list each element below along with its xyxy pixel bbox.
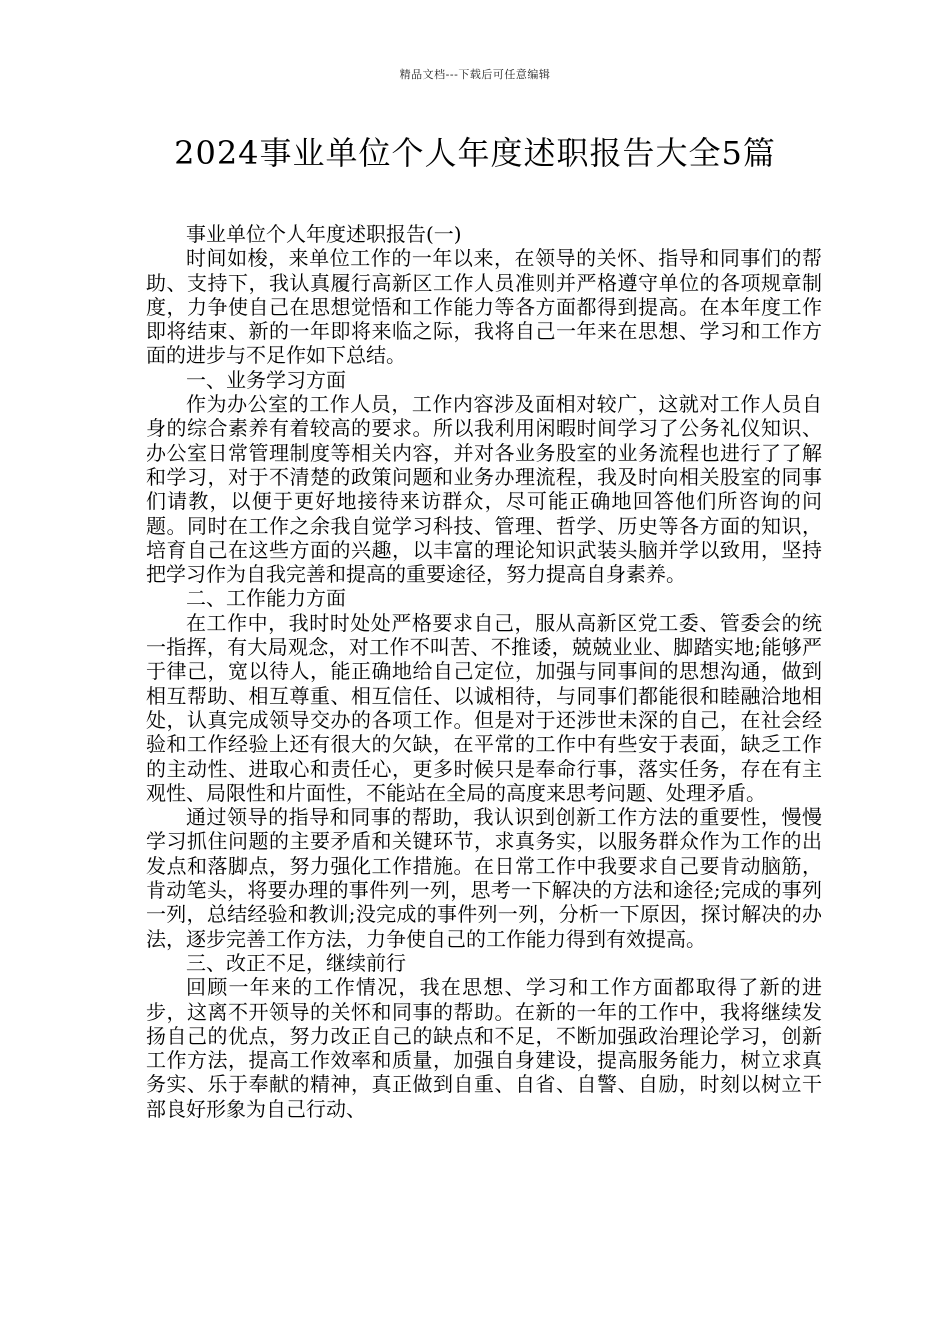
section-heading: 一、业务学习方面 <box>186 367 346 392</box>
section-heading: 事业单位个人年度述职报告(一) <box>186 222 462 246</box>
document-body <box>146 222 822 1121</box>
paragraph: 作为办公室的工作人员，工作内容涉及面相对较广，这就对工作人员自身的综合素养有着较高的要求。所以我利用闲暇时间学习了公务礼仪知识、办公室日常管理制度等相关内容，并对各业务股室的业务流程也进行了了解和学习，对于不清楚的政策问题和业务办理流程，我及时向相关股室的同事们请教，以便于更好地接待来访群众，尽可能正确地回答他们所咨询的问题。同时在工作之余我自觉学习科技、管理、哲学、历史等各方面的知识，培育自己在这些方面的兴趣，以丰富的理论知识武装头脑并学以致用，坚持把学习作为自我完善和提高的重要途径，努力提高自身素养。 <box>146 392 822 587</box>
document-title: 2024事业单位个人年度述职报告大全5篇 <box>174 134 776 172</box>
header-note: 精品文档---下载后可任意编辑 <box>399 68 551 81</box>
paragraph: 时间如梭，来单位工作的一年以来，在领导的关怀、指导和同事们的帮助、支持下，我认真履行高新区工作人员准则并严格遵守单位的各项规章制度，力争使自己在思想觉悟和工作能力等各方面都得到提高。在本年度工作即将结束、新的一年即将来临之际，我将自己一年来在思想、学习和工作方面的进步与不足作如下总结。 <box>146 246 822 368</box>
section-heading: 三、改正不足，继续前行 <box>186 950 406 975</box>
paragraph: 通过领导的指导和同事的帮助，我认识到创新工作方法的重要性，慢慢学习抓住问题的主要矛盾和关键环节，求真务实，以服务群众作为工作的出发点和落脚点，努力强化工作措施。在日常工作中我要求自己要肯动脑筋，肯动笔头，将要办理的事件列一列，思考一下解决的方法和途径;完成的事列一列，总结经验和教训;没完成的事件列一列，分析一下原因，探讨解决的办法，逐步完善工作方法，力争使自己的工作能力得到有效提高。 <box>146 805 822 951</box>
section-heading: 二、工作能力方面 <box>186 586 346 611</box>
paragraph: 回顾一年来的工作情况，我在思想、学习和工作方面都取得了新的进步，这离不开领导的关怀和同事的帮助。在新的一年的工作中，我将继续发扬自己的优点，努力改正自己的缺点和不足，不断加强政治理论学习，创新工作方法，提高工作效率和质量，加强自身建设，提高服务能力，树立求真务实、乐于奉献的精神，真正做到自重、自省、自警、自励，时刻以树立干部良好形象为自己行动、 <box>146 975 822 1121</box>
paragraph: 在工作中，我时时处处严格要求自己，服从高新区党工委、管委会的统一指挥，有大局观念，对工作不叫苦、不推诿，兢兢业业、脚踏实地;能够严于律己，宽以待人，能正确地给自己定位，加强与同事间的思想沟通，做到相互帮助、相互尊重、相互信任、以诚相待，与同事们都能很和睦融洽地相处，认真完成领导交办的各项工作。但是对于还涉世未深的自己，在社会经验和工作经验上还有很大的欠缺，在平常的工作中有些安于表面，缺乏工作的主动性、进取心和责任心，更多时候只是奉命行事，落实任务，存在有主观性、局限性和片面性，不能站在全局的高度来思考问题、处理矛盾。 <box>146 610 822 805</box>
